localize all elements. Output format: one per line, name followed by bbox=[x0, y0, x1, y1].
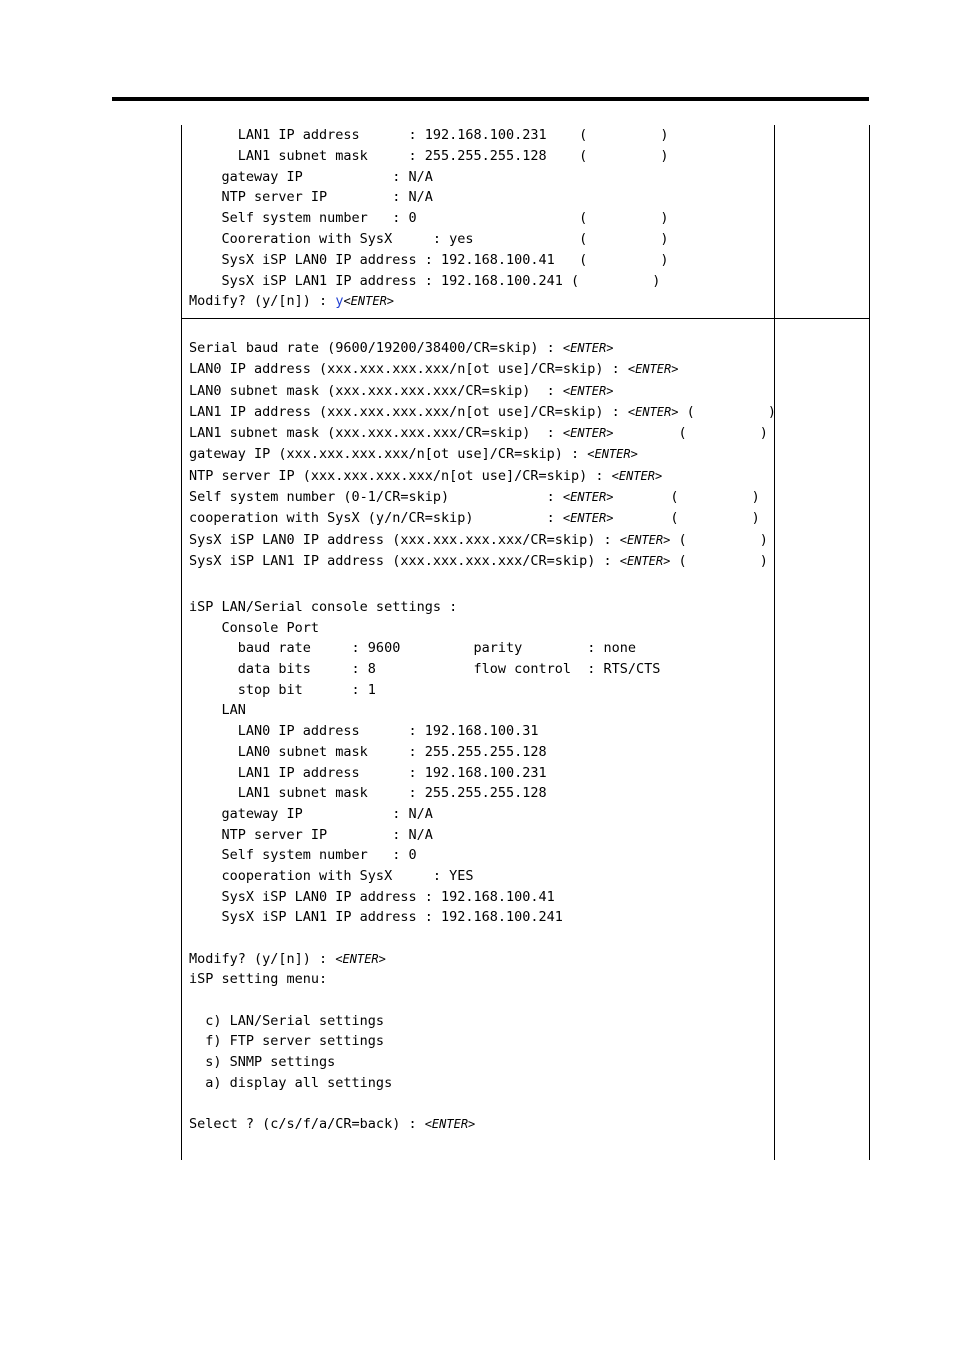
console-line bbox=[189, 1031, 660, 1052]
console-text: Select ? (c/s/f/a/CR=back) : bbox=[189, 1116, 425, 1133]
console-line bbox=[189, 125, 669, 146]
console-text: LAN0 IP address (xxx.xxx.xxx.xxx/n[ot use]/CR=skip) : bbox=[189, 361, 628, 378]
console-annotation: ( ) bbox=[678, 403, 777, 420]
console-text: Console Port bbox=[189, 619, 320, 636]
console-text: Self system number : 0 bbox=[189, 847, 417, 864]
console-text: cooperation with SysX : YES bbox=[189, 867, 474, 884]
console-text: c) LAN/Serial settings bbox=[189, 1012, 385, 1029]
user-input-text: y bbox=[335, 293, 344, 310]
console-text: gateway IP (xxx.xxx.xxx.xxx/n[ot use]/CR=skip) : bbox=[189, 446, 588, 463]
console-text: Serial baud rate (9600/19200/38400/CR=skip) : bbox=[189, 340, 563, 356]
console-line bbox=[189, 487, 776, 508]
console-annotation: ( ) bbox=[670, 552, 768, 569]
console-line bbox=[189, 680, 660, 701]
console-line bbox=[189, 597, 660, 618]
console-text: NTP server IP : N/A bbox=[189, 826, 433, 843]
console-line bbox=[189, 700, 660, 721]
console-line bbox=[189, 659, 660, 680]
console-text: SysX iSP LAN0 IP address (xxx.xxx.xxx.xxx/CR=skip) : bbox=[189, 531, 620, 548]
table-row-divider bbox=[181, 318, 870, 319]
console-text: LAN1 IP address : 192.168.100.231 ( ) bbox=[189, 127, 669, 143]
console-line bbox=[189, 866, 660, 887]
enter-key-label: <ENTER> bbox=[562, 511, 614, 526]
console-line bbox=[189, 721, 660, 742]
enter-key-label: <ENTER> bbox=[627, 404, 679, 419]
console-line bbox=[189, 381, 776, 402]
enter-key-label: <ENTER> bbox=[619, 553, 671, 568]
console-line bbox=[189, 423, 776, 444]
console-line bbox=[189, 845, 660, 866]
console-output-block-2 bbox=[189, 338, 776, 572]
console-line bbox=[189, 949, 660, 970]
enter-key-label: <ENTER> bbox=[587, 447, 638, 462]
console-line bbox=[189, 402, 776, 423]
console-text: LAN1 IP address : 192.168.100.231 bbox=[189, 764, 547, 781]
console-line bbox=[189, 167, 669, 188]
console-line bbox=[189, 271, 669, 292]
enter-key-label: <ENTER> bbox=[619, 532, 671, 547]
console-line bbox=[189, 359, 776, 380]
console-line bbox=[189, 825, 660, 846]
enter-key-label: <ENTER> bbox=[627, 362, 679, 377]
console-line bbox=[189, 618, 660, 639]
table-right-border bbox=[869, 125, 870, 1160]
console-text: LAN1 subnet mask (xxx.xxx.xxx.xxx/CR=skip) : bbox=[189, 425, 563, 442]
console-line bbox=[189, 187, 669, 208]
console-line bbox=[189, 466, 776, 487]
console-line bbox=[189, 338, 776, 359]
console-text: LAN1 IP address (xxx.xxx.xxx.xxx/n[ot use]/CR=skip) : bbox=[189, 403, 628, 420]
enter-key-label: <ENTER> bbox=[343, 294, 395, 309]
enter-key-label: <ENTER> bbox=[562, 490, 614, 505]
console-line bbox=[189, 638, 660, 659]
console-line bbox=[189, 969, 660, 990]
console-text: LAN bbox=[189, 702, 246, 719]
console-line bbox=[189, 146, 669, 167]
console-text: SysX iSP LAN0 IP address : 192.168.100.41 bbox=[189, 888, 555, 905]
console-line bbox=[189, 763, 660, 784]
console-line bbox=[189, 928, 660, 949]
console-line bbox=[189, 907, 660, 928]
console-line bbox=[189, 887, 660, 908]
console-text: gateway IP : N/A bbox=[189, 168, 433, 185]
console-annotation: ( ) bbox=[613, 510, 760, 527]
console-text: NTP server IP : N/A bbox=[189, 189, 433, 206]
enter-key-label: <ENTER> bbox=[424, 1117, 476, 1132]
console-line bbox=[189, 804, 660, 825]
console-line bbox=[189, 1011, 660, 1032]
console-line bbox=[189, 742, 660, 763]
top-rule bbox=[112, 97, 869, 101]
console-text: LAN1 subnet mask : 255.255.255.128 ( ) bbox=[189, 147, 669, 164]
console-line bbox=[189, 1094, 660, 1115]
console-text: SysX iSP LAN1 IP address (xxx.xxx.xxx.xxx/CR=skip) : bbox=[189, 552, 620, 569]
console-text: Self system number : 0 ( ) bbox=[189, 210, 669, 227]
console-text: iSP setting menu: bbox=[189, 971, 328, 988]
console-line bbox=[189, 1073, 660, 1094]
console-line bbox=[189, 783, 660, 804]
console-text: Modify? (y/[n]) : bbox=[189, 293, 336, 310]
console-annotation: ( ) bbox=[670, 531, 768, 548]
console-text: Cooreration with SysX : yes ( ) bbox=[189, 230, 669, 247]
console-text: stop bit : 1 bbox=[189, 681, 376, 698]
console-text: Self system number (0-1/CR=skip) : bbox=[189, 489, 563, 506]
console-annotation: ( ) bbox=[613, 489, 760, 506]
console-line bbox=[189, 530, 776, 551]
console-line bbox=[189, 1114, 660, 1135]
console-line bbox=[189, 229, 669, 250]
console-text: LAN0 IP address : 192.168.100.31 bbox=[189, 723, 539, 740]
console-line bbox=[189, 444, 776, 465]
console-line bbox=[189, 990, 660, 1011]
table-left-border bbox=[181, 125, 182, 1160]
console-text: s) SNMP settings bbox=[189, 1054, 336, 1071]
console-text: LAN0 subnet mask (xxx.xxx.xxx.xxx/CR=skip) : bbox=[189, 382, 563, 399]
console-text: Modify? (y/[n]) : bbox=[189, 950, 336, 967]
console-text: SysX iSP LAN0 IP address : 192.168.100.41 ( ) bbox=[189, 251, 669, 268]
console-line bbox=[189, 551, 776, 572]
console-text: data bits : 8 flow control : RTS/CTS bbox=[189, 661, 661, 678]
console-text: SysX iSP LAN1 IP address : 192.168.100.241 ( ) bbox=[189, 272, 661, 289]
console-text: a) display all settings bbox=[189, 1074, 393, 1091]
enter-key-label: <ENTER> bbox=[562, 383, 614, 398]
console-text: baud rate : 9600 parity : none bbox=[189, 640, 637, 657]
console-output-block-3 bbox=[189, 597, 660, 1135]
table-mid-border bbox=[774, 125, 775, 1160]
console-text: LAN0 subnet mask : 255.255.255.128 bbox=[189, 743, 547, 760]
console-line bbox=[189, 250, 669, 271]
console-text: gateway IP : N/A bbox=[189, 805, 433, 822]
enter-key-label: <ENTER> bbox=[611, 468, 663, 483]
console-text: LAN1 subnet mask : 255.255.255.128 bbox=[189, 785, 547, 802]
enter-key-label: <ENTER> bbox=[335, 951, 386, 966]
console-text: cooperation with SysX (y/n/CR=skip) : bbox=[189, 510, 563, 527]
console-text: NTP server IP (xxx.xxx.xxx.xxx/n[ot use]/CR=skip) : bbox=[189, 467, 612, 484]
enter-key-label: <ENTER> bbox=[562, 341, 614, 355]
console-line bbox=[189, 208, 669, 229]
console-line bbox=[189, 1052, 660, 1073]
console-line bbox=[189, 508, 776, 529]
console-output-block-1 bbox=[189, 125, 669, 312]
console-annotation: ( ) bbox=[613, 425, 768, 442]
console-text: iSP LAN/Serial console settings : bbox=[189, 599, 458, 615]
console-line bbox=[189, 291, 669, 312]
console-text: f) FTP server settings bbox=[189, 1033, 385, 1050]
console-text: SysX iSP LAN1 IP address : 192.168.100.241 bbox=[189, 909, 563, 926]
enter-key-label: <ENTER> bbox=[562, 426, 614, 441]
